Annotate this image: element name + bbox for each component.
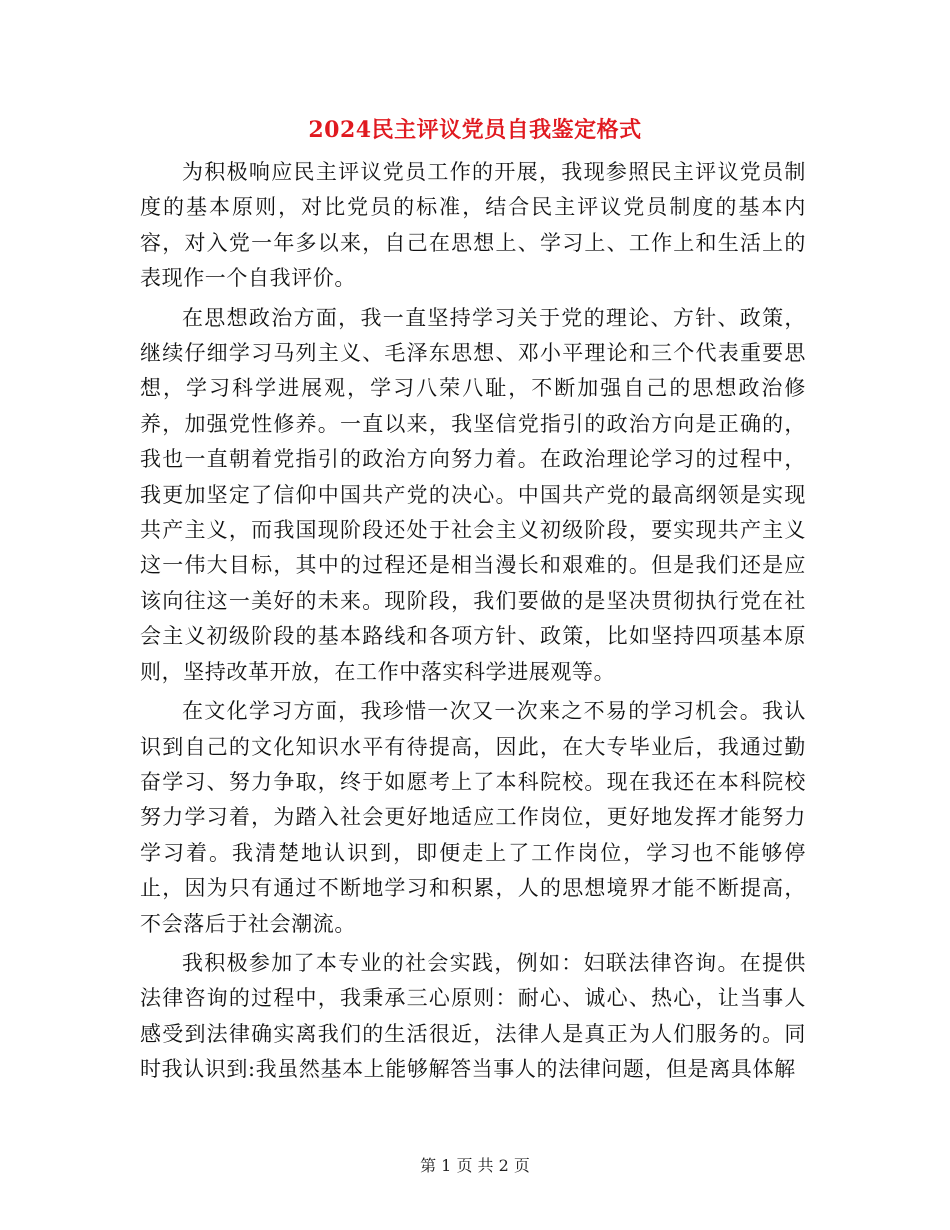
document-title: 2024民主评议党员自我鉴定格式 bbox=[308, 117, 642, 143]
paragraph-study: 在文化学习方面，我珍惜一次又一次来之不易的学习机会。我认识到自己的文化知识水平有待提高，因此，在大专毕业后，我通过勤奋学习、努力争取，终于如愿考上了本科院校。现在我还在本科院校努力学习着，为踏入社会更好地适应工作岗位，更好地发挥才能努力学习着。我清楚地认识到，即便走上了工作岗位，学习也不能够停止，因为只有通过不断地学习和积累，人的思想境界才能不断提高，不会落后于社会潮流。 bbox=[140, 699, 806, 936]
page-number-footer: 第 1 页 共 2 页 bbox=[420, 1156, 530, 1175]
paragraph-political: 在思想政治方面，我一直坚持学习关于党的理论、方针、政策，继续仔细学习马列主义、毛泽东思想、邓小平理论和三个代表重要思想，学习科学进展观，学习八荣八耻，不断加强自己的思想政治修养，加强党性修养。一直以来，我坚信党指引的政治方向是正确的，我也一直朝着党指引的政治方向努力着。在政治理论学习的过程中，我更加坚定了信仰中国共产党的决心。中国共产党的最高纲领是实现共产主义，而我国现阶段还处于社会主义初级阶段，要实现共产主义这一伟大目标，其中的过程还是相当漫长和艰难的。但是我们还是应该向往这一美好的未来。现阶段，我们要做的是坚决贯彻执行党在社会主义初级阶段的基本路线和各项方针、政策，比如坚持四项基本原则，坚持改革开放，在工作中落实科学进展观等。 bbox=[140, 305, 806, 684]
paragraph-intro: 为积极响应民主评议党员工作的开展，我现参照民主评议党员制度的基本原则，对比党员的标准，结合民主评议党员制度的基本内容，对入党一年多以来，自己在思想上、学习上、工作上和生活上的表现作一个自我评价。 bbox=[140, 160, 806, 291]
document-body bbox=[140, 155, 806, 1088]
paragraph-practice: 我积极参加了本专业的社会实践，例如：妇联法律咨询。在提供法律咨询的过程中，我秉承三心原则：耐心、诚心、热心，让当事人感受到法律确实离我们的生活很近，法律人是真正为人们服务的。同时我认识到:我虽然基本上能够解答当事人的法律问题，但是离具体解 bbox=[140, 950, 806, 1082]
